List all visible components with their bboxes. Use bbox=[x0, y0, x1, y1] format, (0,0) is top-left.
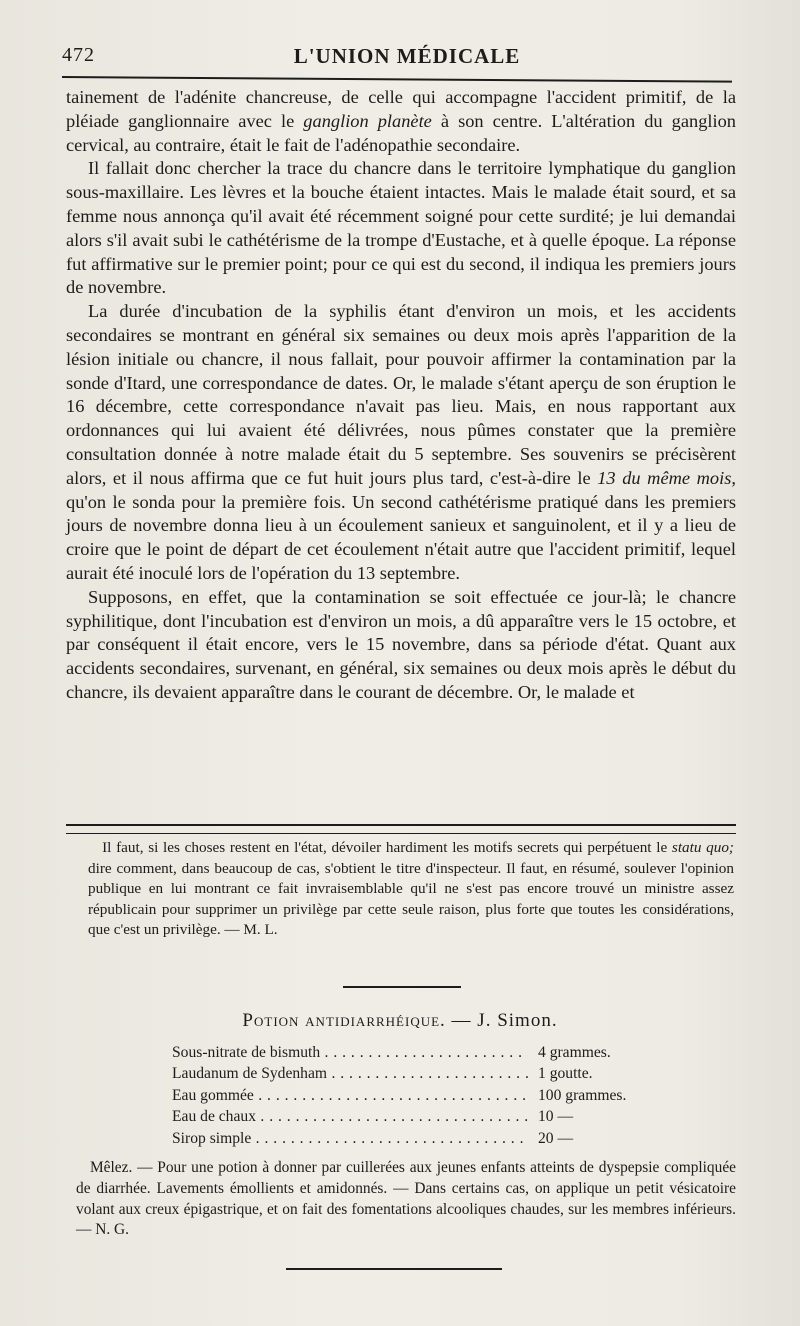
paragraph-3-italic: 13 du même mois bbox=[597, 467, 732, 488]
ingredient-row bbox=[172, 1106, 652, 1127]
running-title: L'UNION MÉDICALE bbox=[293, 44, 521, 68]
footnote bbox=[88, 838, 734, 941]
paragraph-3-text-a: La durée d'incubation de la syphilis étant d'environ un mois, et les accidents secondaires se montrant en général six semaines ou deux mois après l'apparition de la lésion initiale ou chancre, il nous fallait, pour pouvoir affirmer la contamination par la sonde d'Itard, une correspondance de dates. Or, le malade s'étant aperçu de son éruption le 16 décembre, cette correspondance n'avait pas lieu. Mais, en nous rapportant aux ordonnances qui lui avaient été délivrées, nous pûmes constater que la première consultation donnée à notre malade était du 5 septembre. Ses souvenirs se précisèrent alors, et il nous affirma que ce fut huit jours plus tard, c'est-à-dire le bbox=[66, 301, 736, 488]
ingredient-quantity: 100 grammes. bbox=[538, 1086, 627, 1104]
paragraph-3-text-b: , qu'on le sonda pour la première fois. Un second cathétérisme pratiqué dans les premiers jours de novembre donna lieu à un écoulement sanieux et sanguinolent, et il y a lieu de croire que le point de départ de cet écoulement n'était autre que l'accident primitif, lequel aurait été inoculé lors de l'opération du 13 septembre. bbox=[66, 467, 736, 583]
ingredient-row bbox=[172, 1042, 652, 1063]
ingredient-row bbox=[172, 1063, 652, 1084]
ingredient-name-text: Sirop simple bbox=[172, 1129, 252, 1147]
ingredient-quantity: 1 goutte. bbox=[538, 1065, 593, 1083]
ingredient-name bbox=[172, 1085, 528, 1106]
footnote-text-a: Il faut, si les choses restent en l'état, dévoiler hardiment les motifs secrets qui perpétuent le bbox=[102, 839, 672, 856]
recipe-instructions bbox=[76, 1158, 736, 1241]
paragraph-1-italic: ganglion planète bbox=[303, 110, 432, 131]
footnote-text-b: dire comment, dans beaucoup de cas, s'obtient le titre d'inspecteur. Il faut, en résumé, soulever l'opinion publique en lui montrant ce fait invraisemblable qu'il ne s'est pas encore trouvé un ministre assez républicain pour supprimer un privilège par cette seule raison, plus forte que toutes les considérations, que c'est un privilège. — M. L. bbox=[88, 859, 734, 939]
section-divider bbox=[343, 986, 461, 988]
footnote-separator bbox=[66, 824, 736, 834]
footnote-paragraph bbox=[88, 838, 734, 941]
header-rule bbox=[62, 76, 732, 83]
recipe-author: — J. Simon. bbox=[445, 1010, 558, 1031]
paragraph-1-text-b: à son centre. L'altération du ganglion cervical, au contraire, était le fait de l'adénopathie secondaire. bbox=[66, 110, 736, 155]
main-text bbox=[66, 86, 736, 705]
recipe-title bbox=[0, 1010, 800, 1032]
paragraph-4: Supposons, en effet, que la contamination se soit effectuée ce jour-là; le chancre syphilitique, dont l'incubation est d'environ un mois, a dû apparaître vers le 15 octobre, et par conséquent il était encore, vers le 15 novembre, dans sa période d'état. Quant aux accidents secondaires, survenant, en général, six semaines ou deux mois après le début du chancre, ils devaient apparaître dans le courant de décembre. Or, le malade et bbox=[66, 586, 736, 702]
ingredient-name-text: Eau de chaux bbox=[172, 1108, 256, 1126]
paragraph-1 bbox=[66, 86, 736, 157]
ingredient-name-text: Eau gommée bbox=[172, 1086, 254, 1104]
ingredient-row bbox=[172, 1085, 652, 1106]
ingredient-quantity: 4 grammes. bbox=[538, 1044, 611, 1061]
ingredient-list bbox=[172, 1042, 652, 1149]
ingredient-name bbox=[172, 1106, 528, 1127]
ingredient-quantity: 20 — bbox=[538, 1129, 574, 1147]
page-number: 472 bbox=[62, 44, 95, 66]
page-header bbox=[62, 42, 752, 72]
ingredient-row bbox=[172, 1128, 652, 1149]
ingredient-name bbox=[172, 1042, 528, 1063]
paragraph-2: Il fallait donc chercher la trace du chancre dans le territoire lymphatique du ganglion sous-maxillaire. Les lèvres et la bouche étaient intactes. Mais le malade était sourd, et sa femme nous annonça qu'il avait été récemment soigné pour cette surdité; je lui demandai alors s'il avait subi le cathétérisme de la trompe d'Eustache, et à quelle époque. La réponse fut affirmative sur le premier point; pour ce qui est du second, il indiqua les premiers jours de novembre. bbox=[66, 158, 736, 298]
recipe-instructions-text: Mêlez. — Pour une potion à donner par cuillerées aux jeunes enfants atteints de dyspepsie compliquée de diarrhée. Lavements émollients et amidonnés. — Dans certains cas, on applique un petit vésicatoire volant aux creux épigastrique, et on fait des fomentations alcooliques chaudes, sur les membres inférieurs. — N. G. bbox=[76, 1159, 736, 1239]
ingredient-quantity: 10 — bbox=[538, 1108, 574, 1126]
paragraph-1-text-a: tainement de l'adénite chancreuse, de celle qui accompagne l'accident primitif, de la pléiade ganglionnaire avec le bbox=[66, 87, 736, 131]
ingredient-name-text: Sous-nitrate de bismuth bbox=[172, 1044, 321, 1061]
paragraph-3 bbox=[66, 300, 736, 586]
ingredient-name-text: Laudanum de Sydenham bbox=[172, 1065, 328, 1083]
bottom-divider bbox=[286, 1268, 502, 1270]
footnote-italic: statu quo; bbox=[671, 839, 734, 856]
ingredient-name bbox=[172, 1063, 528, 1084]
ingredient-name bbox=[172, 1128, 528, 1149]
recipe-name: Potion antidiarrhéique. bbox=[242, 1010, 446, 1031]
